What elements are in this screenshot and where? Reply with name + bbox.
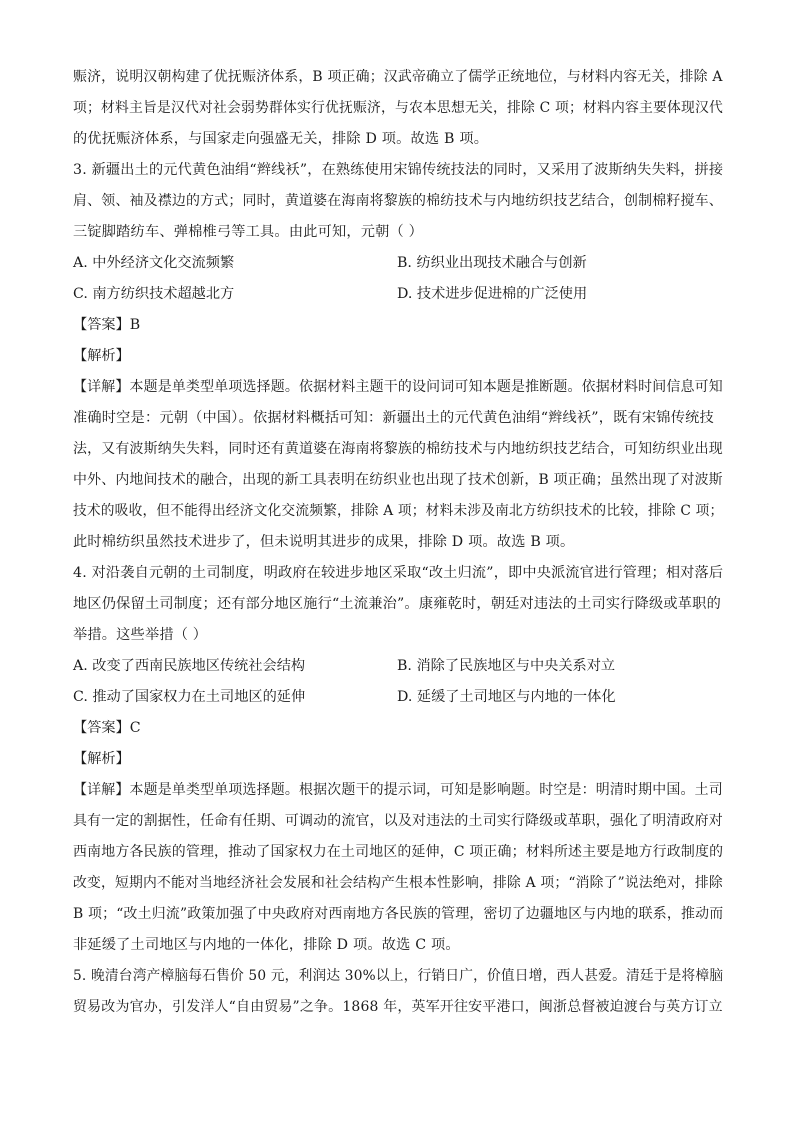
- text-line: 项；材料主旨是汉代对社会弱势群体实行优抚赈济，与农本思想无关，排除 C 项；材料内容主要体现汉代: [73, 100, 723, 116]
- detail-line: 此时棉纺织虽然技术进步了，但未说明其进步的成果，排除 D 项。故选 B 项。: [73, 534, 575, 550]
- detail-line: 【详解】本题是单类型单项选择题。根据次题干的提示词，可知是影响题。时空是：明清时期中国。土司: [73, 782, 723, 798]
- option-a: A. 改变了西南民族地区传统社会结构: [73, 658, 306, 674]
- document-page: [73, 62, 723, 1023]
- options-row: [73, 248, 723, 279]
- question-stem-line: 4. 对沿袭自元朝的土司制度，明政府在较进步地区采取“改土归流”，即中央派流官进行管理；相对落后: [73, 565, 724, 581]
- question-stem-line: 地区仍保留土司制度；还有部分地区施行“土流兼治”。康雍乾时，朝廷对违法的土司实行降级或革职的: [73, 596, 721, 612]
- detail-line: 非延缓了土司地区与内地的一体化，排除 D 项。故选 C 项。: [73, 937, 460, 953]
- option-a: A. 中外经济文化交流频繁: [73, 255, 235, 271]
- options-row: [73, 651, 723, 682]
- option-c: C. 南方纺织技术超越北方: [73, 286, 235, 302]
- text-line: 的优抚赈济体系，与国家走向强盛无关，排除 D 项。故选 B 项。: [73, 131, 489, 147]
- detail-line: 准确时空是：元朝（中国）。依据材料概括可知：新疆出土的元代黄色油绢“辫线袄”，既有宋锦传统技: [73, 410, 714, 426]
- option-d: D. 技术进步促进棉的广泛使用: [397, 286, 588, 302]
- text-line: 赈济，说明汉朝构建了优抚赈济体系，B 项正确；汉武帝确立了儒学正统地位，与材料内容无关，排除 A: [73, 69, 723, 85]
- answer-label: 【答案】B: [73, 317, 141, 333]
- option-b: B. 纺织业出现技术融合与创新: [397, 255, 587, 271]
- detail-line: B 项；“改土归流”政策加强了中央政府对西南地方各民族的管理，密切了边疆地区与内地的联系，推动而: [73, 906, 724, 922]
- answer-label: 【答案】C: [73, 720, 141, 736]
- question-3: [73, 155, 723, 558]
- question-stem-line: 肩、领、袖及襟边的方式；同时，黄道婆在海南将黎族的棉纺技术与内地纺织技艺结合，创制棉籽搅车、: [73, 193, 723, 209]
- question-4: [73, 558, 723, 961]
- detail-line: 具有一定的割据性，任命有任期、可调动的流官，以及对违法的土司实行降级或革职，强化了明清政府对: [73, 813, 723, 829]
- option-d: D. 延缓了土司地区与内地的一体化: [397, 689, 616, 705]
- question-stem-line: 5. 晚清台湾产樟脑每石售价 50 元，利润达 30%以上，行销日广，价值日增，西人甚爱。清廷于是将樟脑: [73, 968, 724, 984]
- question-stem-line: 举措。这些举措（ ）: [73, 627, 208, 643]
- detail-line: 中外、内地间技术的融合，出现的新工具表明在纺织业也出现了技术创新，B 项正确；虽然出现了对波斯: [73, 472, 723, 488]
- detail-line: 【详解】本题是单类型单项选择题。依据材料主题干的设问词可知本题是推断题。依据材料时间信息可知: [73, 379, 723, 395]
- option-b: B. 消除了民族地区与中央关系对立: [397, 658, 616, 674]
- detail-line: 技术的吸收，但不能得出经济文化交流频繁，排除 A 项；材料未涉及南北方纺织技术的比较，排除 C 项；: [73, 503, 724, 519]
- question-5: [73, 961, 723, 1023]
- question-stem-line: 贸易改为官办，引发洋人“自由贸易”之争。1868 年，英军开往安平港口，闽浙总督被迫渡台与英方订立: [73, 999, 723, 1015]
- options-row: [73, 279, 723, 310]
- detail-line: 法，又有波斯纳失失料，同时还有黄道婆在海南将黎族的棉纺技术与内地纺织技艺结合，可知纺织业出现: [73, 441, 723, 457]
- question-stem-line: 三锭脚踏纺车、弹棉椎弓等工具。由此可知，元朝（ ）: [73, 224, 424, 240]
- detail-line: 西南地方各民族的管理，推动了国家权力在土司地区的延伸，C 项正确；材料所述主要是地方行政制度的: [73, 844, 724, 860]
- q2-analysis-continuation: [73, 62, 723, 155]
- question-stem-line: 3. 新疆出土的元代黄色油绢“辫线袄”，在熟练使用宋锦传统技法的同时，又采用了波斯纳失失料，拼接: [73, 162, 724, 178]
- detail-line: 改变，短期内不能对当地经济社会发展和社会结构产生根本性影响，排除 A 项；“消除了”说法绝对，排除: [73, 875, 723, 891]
- option-c: C. 推动了国家权力在土司地区的延伸: [73, 689, 306, 705]
- analysis-label: 【解析】: [73, 348, 130, 364]
- options-row: [73, 682, 723, 713]
- analysis-label: 【解析】: [73, 751, 130, 767]
